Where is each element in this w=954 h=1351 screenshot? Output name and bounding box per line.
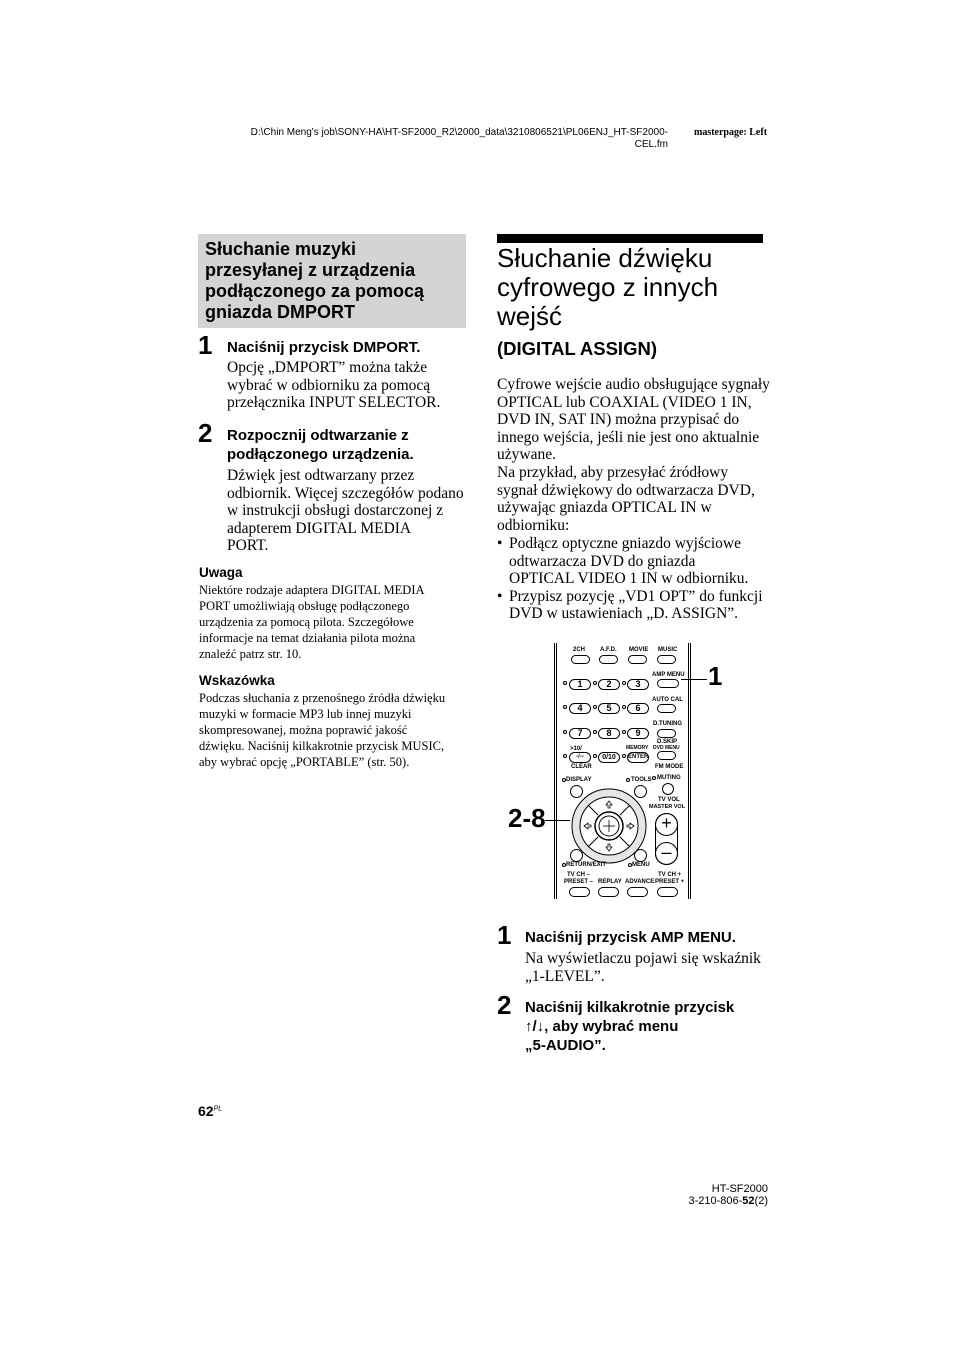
- note-heading: Uwaga: [199, 565, 243, 580]
- callout-1: 1: [708, 661, 723, 691]
- text-line: w instrukcji obsługi dostarczonej z: [227, 502, 444, 520]
- text-line: adapterem DIGITAL MEDIA: [227, 519, 412, 537]
- remote-label-amp-menu: AMP MENU: [652, 672, 685, 678]
- remote-dot: [563, 754, 567, 758]
- text-line: muzyki w formacie MP3 lub innej muzyki: [199, 707, 412, 721]
- text-line: „1-LEVEL”.: [525, 967, 605, 985]
- title-line: wejść: [497, 301, 563, 331]
- remote-dot: [563, 730, 567, 734]
- remote-replay-button: [598, 887, 619, 897]
- remote-d-tuning-button: [657, 729, 676, 738]
- callout-line-2-8: [545, 820, 570, 821]
- text-line: Na przykład, aby przesyłać źródłowy: [497, 463, 729, 481]
- remote-label-tv-ch-plus: TV CH +: [658, 872, 682, 878]
- step-heading: Naciśnij przycisk DMPORT.: [227, 339, 421, 356]
- intro-text: [497, 376, 772, 534]
- step-heading: Naciśnij przycisk AMP MENU.: [525, 929, 736, 946]
- remote-volume-minus-icon: –: [655, 842, 678, 865]
- remote-afd-button: [599, 655, 618, 664]
- remote-key-4: 4: [569, 703, 591, 714]
- step-number: 1: [497, 920, 512, 950]
- text-line: dźwięku. Naciśnij kilkakrotnie przycisk MUSIC,: [199, 739, 445, 753]
- remote-key-5: 5: [598, 703, 620, 714]
- remote-key-8: 8: [598, 728, 620, 739]
- remote-music-button: [657, 655, 676, 664]
- remote-dot: [622, 754, 626, 758]
- remote-dot: [652, 776, 656, 780]
- remote-dot: [622, 705, 626, 709]
- remote-label-d-tuning: D.TUNING: [653, 721, 682, 727]
- remote-dot: [563, 681, 567, 685]
- text-line: Przypisz pozycję „VD1 OPT” do funkcji: [509, 587, 763, 605]
- title-rule: [497, 234, 763, 243]
- remote-label-d-skip: D.SKIP: [657, 739, 678, 745]
- remote-key-0: 0/10: [598, 752, 620, 763]
- text-line: PORT umożliwiają obsługę podłączonego: [199, 599, 410, 613]
- remote-right-edge: [688, 643, 691, 899]
- text-line: Opcję „DMPORT” można także: [227, 359, 428, 376]
- remote-label-clear: CLEAR: [571, 764, 592, 770]
- remote-label-movie: MOVIE: [629, 647, 649, 653]
- tip-body: [199, 690, 474, 770]
- remote-label-display: DISPLAY: [566, 777, 592, 783]
- model-code: [660, 1195, 768, 1207]
- text-line: ↑/↓, aby wybrać menu: [525, 1018, 679, 1035]
- remote-d-skip-button: [657, 751, 676, 760]
- remote-label-muting: MUTING: [657, 775, 681, 781]
- remote-key-3: 3: [627, 679, 649, 690]
- section-heading-line: przesyłanej z urządzenia: [205, 260, 416, 280]
- remote-label-dvd-menu: DVD MENU: [653, 745, 680, 751]
- callout-line-1: [681, 679, 707, 680]
- remote-dot: [622, 681, 626, 685]
- text-line: Podczas słuchania z przenośnego źródła dźwięku: [199, 691, 446, 705]
- section-heading-line: gniazda DMPORT: [205, 302, 356, 322]
- text-line: Dźwięk jest odtwarzany przez: [227, 467, 415, 484]
- text-line: OPTICAL VIDEO 1 IN w odbiorniku.: [509, 570, 749, 588]
- model-code-prefix: 3-210-806-: [688, 1195, 743, 1207]
- remote-label-fm-mode: FM MODE: [655, 764, 684, 770]
- remote-label-auto-cal: AUTO CAL: [652, 697, 683, 703]
- text-line: Niektóre rodzaje adaptera DIGITAL MEDIA: [199, 583, 425, 597]
- remote-left-edge: [554, 643, 557, 899]
- remote-label-tools: TOOLS: [631, 777, 652, 783]
- text-line: Naciśnij kilkakrotnie przycisk: [525, 999, 735, 1016]
- remote-dot: [593, 705, 597, 709]
- section-heading-line: Słuchanie muzyki: [205, 239, 357, 259]
- file-path-header: [198, 127, 668, 151]
- remote-dot: [593, 681, 597, 685]
- text-line: PORT.: [227, 537, 269, 555]
- model-code-bold: 52: [742, 1195, 755, 1207]
- remote-label-preset-minus: PRESET –: [564, 879, 594, 885]
- text-line: DVD w ustawieniach „D. ASSIGN”.: [509, 605, 739, 623]
- remote-dot: [593, 754, 597, 758]
- text-line: znaleźć patrz str. 10.: [199, 647, 302, 661]
- remote-label-memory: MEMORY: [626, 745, 649, 751]
- text-line: odbiorniku:: [497, 516, 570, 534]
- model-name: HT-SF2000: [711, 1183, 768, 1195]
- text-line: używane.: [497, 446, 556, 464]
- page-number-value: 62: [198, 1103, 214, 1119]
- model-code-suffix: (2): [754, 1195, 768, 1207]
- note-body: [199, 582, 469, 662]
- section-heading: [205, 239, 463, 323]
- remote-enter-button: ENTER: [627, 752, 649, 763]
- masterpage-label: masterpage: Left: [694, 127, 768, 138]
- text-line: odbiornik. Więcej szczegółów podano: [227, 484, 464, 502]
- remote-return-button: [570, 849, 583, 862]
- text-line: OPTICAL lub COAXIAL (VIDEO 1 IN,: [497, 393, 752, 411]
- text-line: odtwarzacza DVD do gniazda: [509, 552, 696, 570]
- remote-prev-button: [569, 887, 590, 897]
- remote-label-tv-vol: TV VOL: [658, 797, 680, 803]
- remote-control-illustration: [554, 643, 691, 899]
- bullet-icon: •: [497, 587, 503, 605]
- text-line: używając gniazda OPTICAL IN w: [497, 499, 712, 517]
- remote-label-advance: ADVANCE: [625, 879, 655, 885]
- page-title: [497, 244, 763, 331]
- file-path-line-1: D:\Chin Meng's job\SONY-HA\HT-SF2000_R2\2000_data\3210806521\PL06ENJ_HT-SF2000-: [250, 127, 668, 138]
- remote-label-2ch: 2CH: [573, 647, 586, 653]
- page-language-code: PL: [213, 1105, 223, 1113]
- bullet-icon: •: [497, 535, 503, 552]
- text-line: przełącznika INPUT SELECTOR.: [227, 394, 441, 412]
- list-item: [497, 588, 772, 623]
- remote-key-9: 9: [627, 728, 649, 739]
- remote-key-7: 7: [569, 728, 591, 739]
- text-line: Rozpocznij odtwarzanie z: [227, 427, 409, 444]
- remote-next-button: [657, 887, 678, 897]
- step-heading: [227, 426, 414, 464]
- title-line: Słuchanie dźwięku: [497, 243, 713, 273]
- list-item: [497, 535, 772, 588]
- remote-volume-plus-icon: +: [655, 813, 678, 836]
- text-line: wybrać w odbiorniku za pomocą: [227, 376, 431, 394]
- title-line: cyfrowego z innych: [497, 272, 719, 302]
- remote-label-afd: A.F.D.: [600, 647, 617, 653]
- remote-key-1: 1: [569, 679, 591, 690]
- page-subtitle: (DIGITAL ASSIGN): [497, 338, 657, 359]
- remote-amp-menu-button: [657, 679, 679, 688]
- text-line: Cyfrowe wejście audio obsługujące sygnały: [497, 376, 770, 393]
- text-line: Podłącz optyczne gniazdo wyjściowe: [509, 535, 741, 552]
- remote-label-10: >10/: [570, 746, 582, 752]
- step-number: 2: [198, 418, 213, 448]
- section-heading-line: podłączonego za pomocą: [205, 281, 425, 301]
- text-line: „5-AUDIO”.: [525, 1037, 606, 1054]
- remote-label-music: MUSIC: [658, 647, 678, 653]
- bullet-list: [497, 535, 772, 623]
- remote-dot: [626, 778, 630, 782]
- text-line: informacje na temat działania pilota można: [199, 631, 416, 645]
- remote-label-preset-plus: PRESET +: [655, 879, 685, 885]
- remote-label-return-exit: RETURN/EXIT: [566, 862, 607, 868]
- remote-dot: [593, 730, 597, 734]
- page-number: [198, 1103, 222, 1119]
- step-heading: [525, 998, 734, 1055]
- remote-label-master-vol: MASTER VOL: [649, 804, 686, 810]
- text-line: podłączonego urządzenia.: [227, 446, 414, 463]
- remote-advance-button: [627, 887, 648, 897]
- remote-2ch-button: [571, 655, 590, 664]
- callout-2-8: 2-8: [508, 803, 546, 833]
- text-line: aby wybrać opcję „PORTABLE” (str. 50).: [199, 755, 410, 769]
- step-body: [227, 467, 472, 555]
- remote-auto-cal-button: [657, 704, 676, 713]
- remote-label-tv-ch-minus: TV CH –: [567, 872, 591, 878]
- file-path-line-2: CEL.fm: [634, 139, 668, 150]
- step-body: [525, 950, 770, 985]
- remote-label-replay: REPLAY: [598, 879, 622, 885]
- text-line: skompresowanej, można poprawić jakość: [199, 723, 408, 737]
- text-line: sygnał dźwiękowy do odtwarzacza DVD,: [497, 481, 755, 499]
- model-info: [660, 1183, 768, 1207]
- remote-label-menu: MENU: [632, 862, 650, 868]
- step-body: [227, 359, 467, 412]
- step-number: 2: [497, 990, 512, 1020]
- text-line: innego wejścia, jeśli nie jest ono aktualnie: [497, 428, 760, 446]
- text-line: urządzenia za pomocą pilota. Szczegółowe: [199, 615, 414, 629]
- remote-key-6: 6: [627, 703, 649, 714]
- remote-dot: [563, 705, 567, 709]
- remote-key-2: 2: [598, 679, 620, 690]
- text-line: DVD IN, SAT IN) można przypisać do: [497, 411, 740, 429]
- remote-dot: [622, 730, 626, 734]
- remote-key-10: -/--: [569, 752, 591, 763]
- text-line: Na wyświetlaczu pojawi się wskaźnik: [525, 950, 761, 967]
- remote-movie-button: [628, 655, 647, 664]
- step-number: 1: [198, 330, 213, 360]
- remote-menu-button: [634, 849, 647, 862]
- tip-heading: Wskazówka: [199, 673, 275, 688]
- remote-muting-button: [662, 783, 674, 795]
